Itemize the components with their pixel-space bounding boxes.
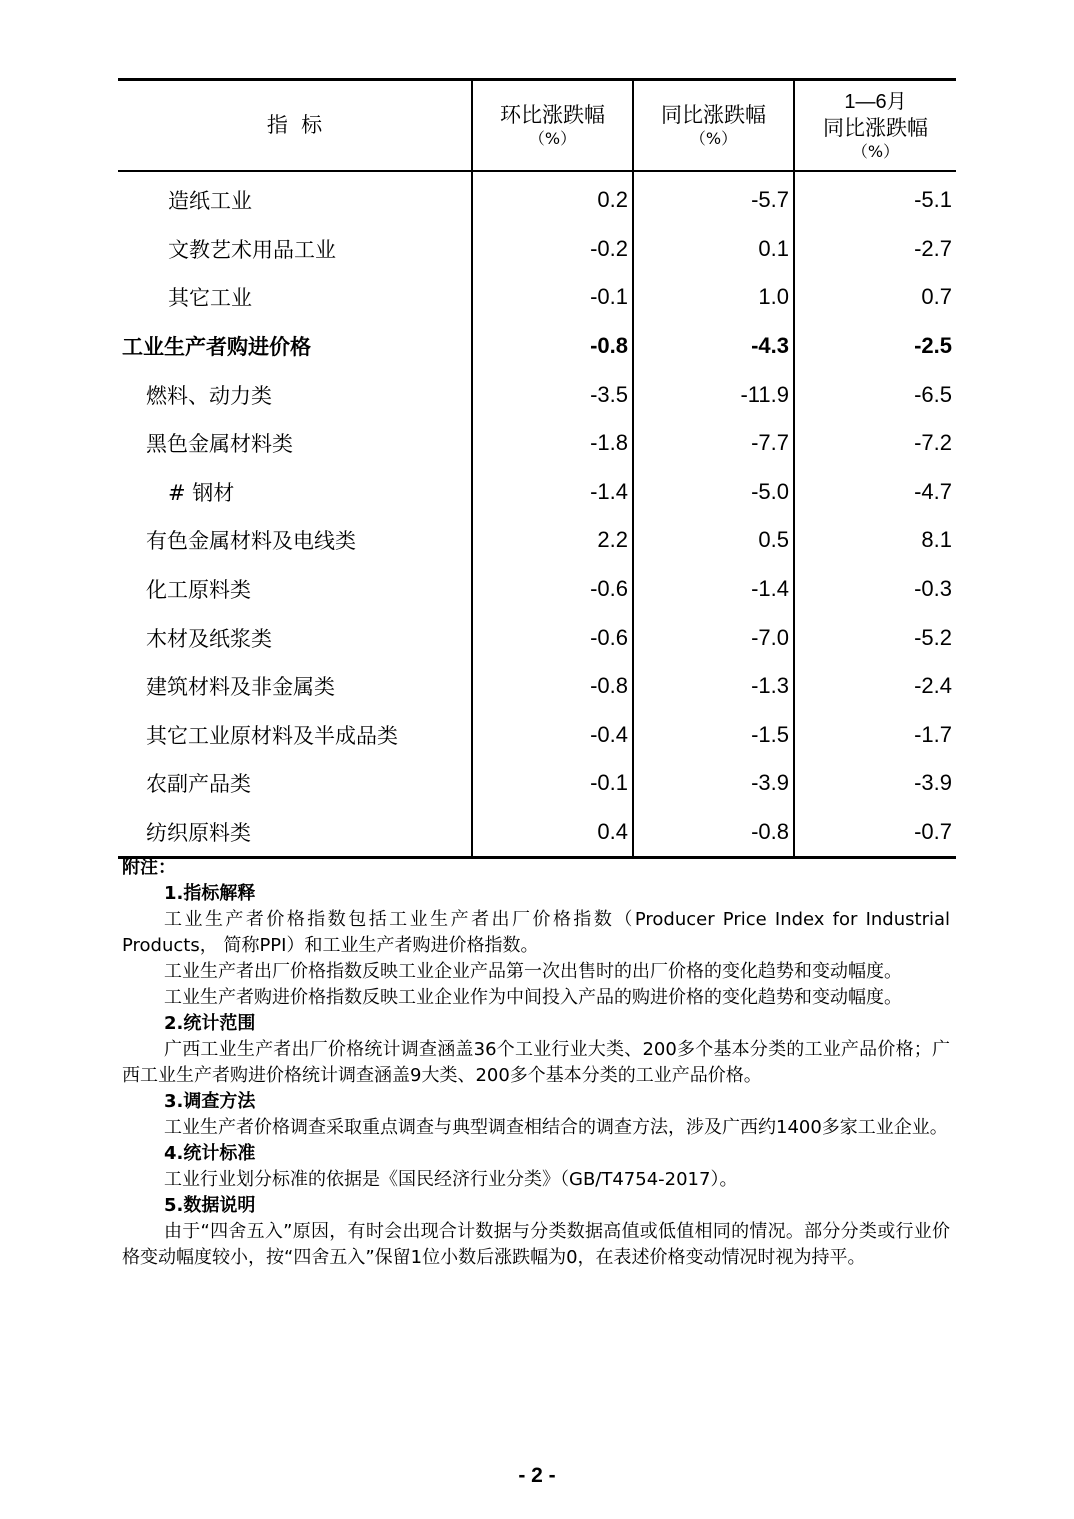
cell-ytd: -2.7 — [794, 225, 956, 274]
notes-paragraph: 由于“四舍五入”原因，有时会出现合计数据与分类数据高值或低值相同的情况。部分分类或行业价格变动幅度较小，按“四舍五入”保留1位小数后涨跌幅为0，在表述价格变动情况时视为持平。 — [122, 1221, 950, 1268]
table-row — [118, 759, 956, 808]
cell-yoy: -11.9 — [633, 370, 794, 419]
header-mom-unit: （%） — [528, 129, 577, 148]
table-row — [118, 171, 956, 225]
table-row — [118, 662, 956, 711]
header-yoy — [633, 80, 794, 172]
table-row — [118, 273, 956, 322]
cell-yoy: -3.9 — [633, 759, 794, 808]
header-mom-label: 环比涨跌幅 — [500, 103, 605, 127]
cell-mom: -0.1 — [472, 273, 633, 322]
cell-yoy: 1.0 — [633, 273, 794, 322]
header-ytd-label: 同比涨跌幅 — [823, 115, 928, 140]
row-label: 文教艺术用品工业 — [168, 237, 336, 262]
cell-ytd: -3.9 — [794, 759, 956, 808]
row-label: 有色金属材料及电线类 — [146, 529, 356, 554]
header-indicator — [118, 80, 472, 172]
table-row — [118, 370, 956, 419]
price-index-table — [118, 78, 956, 859]
cell-mom: -0.6 — [472, 565, 633, 614]
cell-mom: 2.2 — [472, 516, 633, 565]
header-ytd-period: 1—6月 — [844, 90, 907, 113]
notes-paragraph: 工业生产者出厂价格指数反映工业企业产品第一次出售时的出厂价格的变化趋势和变动幅度。 — [164, 961, 902, 982]
notes-paragraph: 工业生产者价格指数包括工业生产者出厂价格指数（Producer Price Index for Industrial Products， 简称PPI）和工业生产者购进价格指数。 — [122, 909, 950, 956]
cell-ytd: 0.7 — [794, 273, 956, 322]
table-row — [118, 419, 956, 468]
notes-paragraph: 工业生产者价格调查采取重点调查与典型调查相结合的调查方法，涉及广西约1400多家工业企业。 — [164, 1117, 948, 1138]
notes — [122, 855, 950, 1271]
page-number: - 2 - — [518, 1464, 556, 1487]
cell-yoy: -4.3 — [633, 322, 794, 371]
cell-yoy: -1.4 — [633, 565, 794, 614]
notes-section-title: 5.数据说明 — [164, 1195, 256, 1216]
notes-section-title: 2.统计范围 — [164, 1013, 256, 1034]
cell-yoy: 0.5 — [633, 516, 794, 565]
notes-paragraph: 工业生产者购进价格指数反映工业企业作为中间投入产品的购进价格的变化趋势和变动幅度。 — [164, 987, 902, 1008]
notes-heading: 附注： — [122, 857, 176, 878]
cell-yoy: -1.5 — [633, 711, 794, 760]
cell-mom: 0.2 — [472, 171, 633, 225]
cell-ytd: -2.4 — [794, 662, 956, 711]
cell-mom: -1.8 — [472, 419, 633, 468]
row-label: 木材及纸浆类 — [146, 626, 272, 651]
row-label: 农副产品类 — [146, 772, 251, 797]
cell-ytd: -7.2 — [794, 419, 956, 468]
cell-ytd: 8.1 — [794, 516, 956, 565]
row-label: 纺织原料类 — [146, 821, 251, 846]
cell-ytd: -5.2 — [794, 613, 956, 662]
cell-yoy: -0.8 — [633, 808, 794, 858]
table-row — [118, 711, 956, 760]
table-row — [118, 468, 956, 517]
notes-paragraph: 工业行业划分标准的依据是《国民经济行业分类》（GB/T4754-2017）。 — [164, 1169, 738, 1190]
header-mom — [472, 80, 633, 172]
header-yoy-unit: （%） — [689, 129, 738, 148]
row-label: 造纸工业 — [168, 189, 252, 214]
cell-yoy: -1.3 — [633, 662, 794, 711]
row-label: 化工原料类 — [146, 578, 251, 603]
cell-ytd: -0.7 — [794, 808, 956, 858]
row-label: 工业生产者购进价格 — [122, 335, 311, 360]
cell-mom: -3.5 — [472, 370, 633, 419]
cell-mom: -0.8 — [472, 322, 633, 371]
cell-yoy: 0.1 — [633, 225, 794, 274]
cell-ytd: -6.5 — [794, 370, 956, 419]
cell-ytd: -4.7 — [794, 468, 956, 517]
row-label: # 钢材 — [168, 480, 235, 505]
notes-section-title: 3.调查方法 — [164, 1091, 256, 1112]
row-label: 黑色金属材料类 — [146, 432, 293, 457]
table-row — [118, 516, 956, 565]
row-label: 其它工业原材料及半成品类 — [146, 723, 398, 748]
cell-mom: -0.1 — [472, 759, 633, 808]
cell-mom: -0.2 — [472, 225, 633, 274]
cell-yoy: -5.0 — [633, 468, 794, 517]
cell-yoy: -7.7 — [633, 419, 794, 468]
cell-yoy: -7.0 — [633, 613, 794, 662]
notes-section-title: 4.统计标准 — [164, 1143, 256, 1164]
row-label: 燃料、动力类 — [146, 383, 272, 408]
row-label: 其它工业 — [168, 286, 252, 311]
cell-yoy: -5.7 — [633, 171, 794, 225]
header-yoy-label: 同比涨跌幅 — [661, 103, 766, 127]
cell-mom: -0.4 — [472, 711, 633, 760]
table-row — [118, 565, 956, 614]
notes-paragraph: 广西工业生产者出厂价格统计调查涵盖36个工业行业大类、200多个基本分类的工业产品价格；广西工业生产者购进价格统计调查涵盖9大类、200多个基本分类的工业产品价格。 — [122, 1039, 950, 1086]
table-header-row — [118, 80, 956, 172]
cell-ytd: -1.7 — [794, 711, 956, 760]
cell-ytd: -5.1 — [794, 171, 956, 225]
cell-ytd: -2.5 — [794, 322, 956, 371]
table-row — [118, 613, 956, 662]
cell-mom: -0.8 — [472, 662, 633, 711]
cell-ytd: -0.3 — [794, 565, 956, 614]
header-indicator-label: 指 标 — [266, 113, 323, 137]
cell-mom: -1.4 — [472, 468, 633, 517]
table-row — [118, 225, 956, 274]
table-row-total — [118, 322, 956, 371]
row-label: 建筑材料及非金属类 — [146, 675, 335, 700]
header-ytd — [794, 80, 956, 172]
table-row — [118, 808, 956, 858]
cell-mom: -0.6 — [472, 613, 633, 662]
cell-mom: 0.4 — [472, 808, 633, 858]
notes-section-title: 1.指标解释 — [164, 883, 256, 904]
header-ytd-unit: （%） — [851, 141, 900, 161]
